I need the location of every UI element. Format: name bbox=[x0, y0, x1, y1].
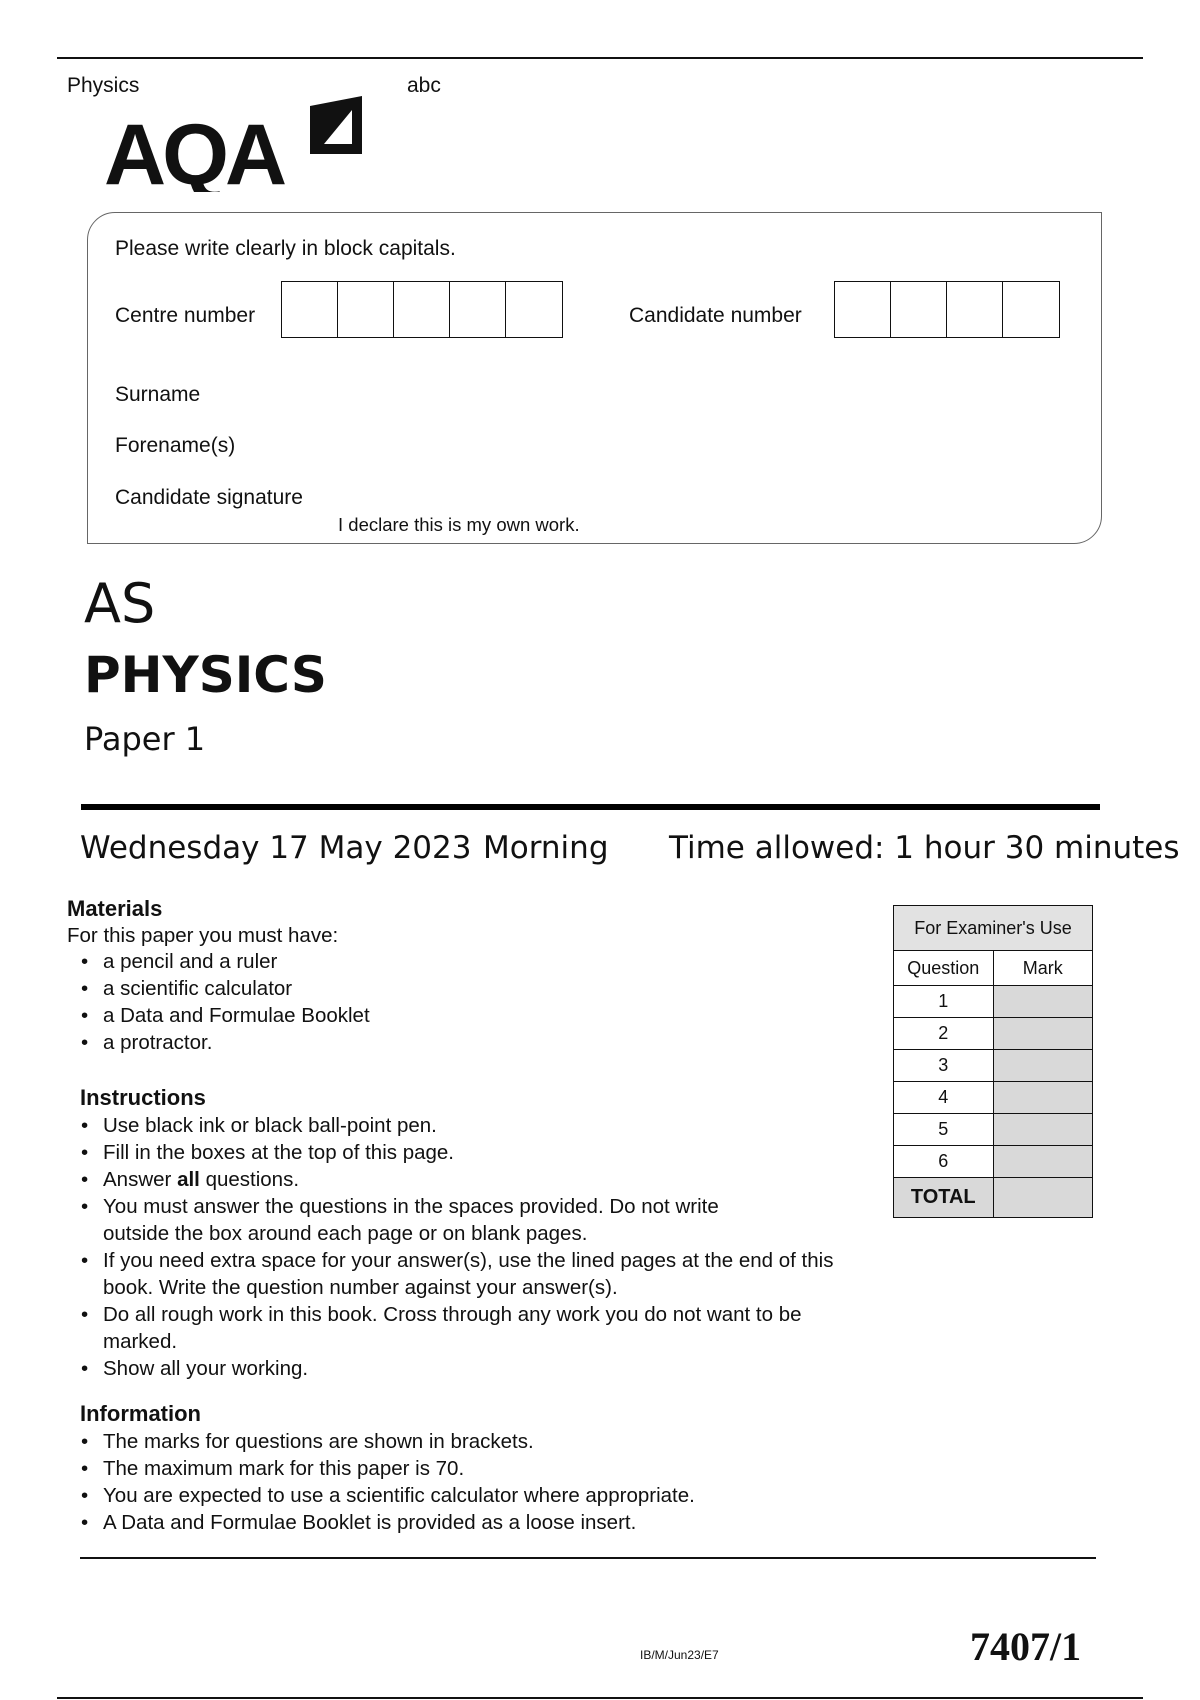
list-item: • a protractor. bbox=[80, 1029, 370, 1056]
table-row bbox=[894, 1082, 1093, 1114]
aqa-logo-text: AQA bbox=[104, 107, 284, 192]
centre-number-digit[interactable] bbox=[394, 282, 450, 337]
question-number: 4 bbox=[894, 1082, 994, 1114]
list-item: • Do all rough work in this book. Cross through any work you do not want to be marked. bbox=[80, 1301, 813, 1355]
centre-number-label: Centre number bbox=[115, 304, 256, 327]
question-number: 5 bbox=[894, 1114, 994, 1146]
table-row bbox=[894, 1114, 1093, 1146]
top-rule bbox=[57, 57, 1143, 59]
candidate-number-boxes[interactable] bbox=[834, 281, 1060, 338]
question-number: 2 bbox=[894, 1018, 994, 1050]
aqa-logo bbox=[104, 96, 376, 192]
question-column-header: Question bbox=[894, 951, 994, 986]
candidate-number-digit[interactable] bbox=[947, 282, 1003, 337]
list-item: • Fill in the boxes at the top of this page. bbox=[80, 1139, 870, 1166]
question-number: 1 bbox=[894, 986, 994, 1018]
mark-cell bbox=[993, 1050, 1093, 1082]
list-item: • The maximum mark for this paper is 70. bbox=[80, 1455, 695, 1482]
exam-session: Morning bbox=[483, 830, 609, 866]
examiner-use-table bbox=[893, 905, 1093, 1218]
table-row bbox=[894, 1018, 1093, 1050]
mark-cell bbox=[993, 1146, 1093, 1178]
qualification-level: AS bbox=[84, 572, 156, 635]
table-row bbox=[894, 1178, 1093, 1218]
mark-cell bbox=[993, 1114, 1093, 1146]
aqa-logo-mark bbox=[310, 96, 362, 154]
candidate-number-digit[interactable] bbox=[1003, 282, 1059, 337]
candidate-number-label: Candidate number bbox=[629, 304, 802, 327]
list-item: • Show all your working. bbox=[80, 1355, 870, 1382]
list-item: • If you need extra space for your answer(s), use the lined pages at the end of this book. Write the question number against your answer(s). bbox=[80, 1247, 883, 1301]
centre-number-digit[interactable] bbox=[506, 282, 562, 337]
block-capitals-instruction: Please write clearly in block capitals. bbox=[115, 237, 456, 260]
list-item: • You are expected to use a scientific calculator where appropriate. bbox=[80, 1482, 695, 1509]
materials-list bbox=[80, 948, 370, 1056]
list-item: • A Data and Formulae Booklet is provided as a loose insert. bbox=[80, 1509, 695, 1536]
information-heading: Information bbox=[80, 1401, 201, 1426]
list-item: • The marks for questions are shown in brackets. bbox=[80, 1428, 695, 1455]
header-note: abc bbox=[407, 74, 441, 97]
total-label: TOTAL bbox=[894, 1178, 994, 1218]
centre-number-digit[interactable] bbox=[450, 282, 506, 337]
time-allowed: Time allowed: 1 hour 30 minutes bbox=[669, 830, 1180, 866]
reference-code: IB/M/Jun23/E7 bbox=[640, 1648, 719, 1662]
mark-cell bbox=[993, 1018, 1093, 1050]
instructions-list bbox=[80, 1112, 870, 1382]
paper-code: 7407/1 bbox=[970, 1624, 1082, 1669]
mark-column-header: Mark bbox=[993, 951, 1093, 986]
header-subject: Physics bbox=[67, 74, 140, 97]
list-item: • Answer all questions. bbox=[80, 1166, 870, 1193]
list-item: • a scientific calculator bbox=[80, 975, 370, 1002]
footer-rule bbox=[80, 1557, 1096, 1559]
instructions-heading: Instructions bbox=[80, 1085, 206, 1110]
question-number: 6 bbox=[894, 1146, 994, 1178]
table-row bbox=[894, 1050, 1093, 1082]
information-list bbox=[80, 1428, 695, 1536]
table-row bbox=[894, 986, 1093, 1018]
mark-cell bbox=[993, 986, 1093, 1018]
mark-cell bbox=[993, 1082, 1093, 1114]
subject-title: PHYSICS bbox=[84, 646, 327, 704]
forename-label: Forename(s) bbox=[115, 434, 236, 457]
centre-number-boxes[interactable] bbox=[281, 281, 563, 338]
question-number: 3 bbox=[894, 1050, 994, 1082]
candidate-number-digit[interactable] bbox=[891, 282, 947, 337]
table-row bbox=[894, 1146, 1093, 1178]
examiner-use-heading: For Examiner's Use bbox=[894, 906, 1093, 951]
list-item: • a pencil and a ruler bbox=[80, 948, 370, 975]
centre-number-digit[interactable] bbox=[338, 282, 394, 337]
surname-label: Surname bbox=[115, 383, 201, 406]
total-mark-cell bbox=[993, 1178, 1093, 1218]
list-item: • Use black ink or black ball-point pen. bbox=[80, 1112, 870, 1139]
title-divider bbox=[81, 804, 1100, 810]
centre-number-digit[interactable] bbox=[282, 282, 338, 337]
signature-label: Candidate signature bbox=[115, 486, 303, 509]
list-item: • You must answer the questions in the spaces provided. Do not write outside the box around each page or on blank pages. bbox=[80, 1193, 773, 1247]
bottom-rule bbox=[57, 1697, 1143, 1699]
candidate-number-digit[interactable] bbox=[835, 282, 891, 337]
materials-intro: For this paper you must have: bbox=[67, 924, 339, 947]
declaration-text: I declare this is my own work. bbox=[338, 514, 580, 535]
exam-date: Wednesday 17 May 2023 bbox=[80, 830, 472, 866]
paper-title: Paper 1 bbox=[84, 720, 206, 758]
materials-heading: Materials bbox=[67, 896, 163, 921]
list-item: • a Data and Formulae Booklet bbox=[80, 1002, 370, 1029]
